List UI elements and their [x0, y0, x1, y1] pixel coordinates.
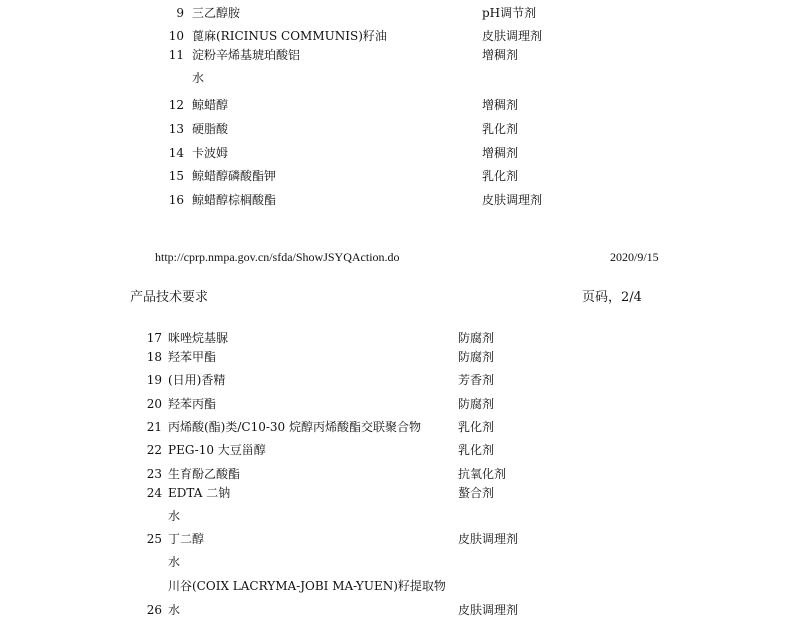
row-number: 11 — [168, 48, 184, 62]
ingredient-name: 咪唑烷基脲 — [168, 331, 229, 345]
row-number: 22 — [146, 443, 162, 457]
row-number: 17 — [146, 331, 162, 345]
row-number: 23 — [146, 467, 162, 481]
ingredient-name: 生育酚乙酸酯 — [168, 467, 241, 481]
page-number: 页码，2/4 — [582, 290, 642, 305]
row-number: 10 — [168, 29, 184, 43]
row-number: 19 — [146, 373, 162, 387]
ingredient-name: 水 — [168, 603, 181, 617]
ingredient-name: 鲸蜡醇 — [192, 98, 229, 112]
ingredient-function: 螯合剂 — [458, 486, 495, 500]
ingredient-name: 蓖麻(RICINUS COMMUNIS)籽油 — [192, 29, 387, 43]
ingredient-name: 水 — [168, 555, 181, 569]
ingredient-function: 皮肤调理剂 — [482, 29, 543, 43]
ingredient-name: 丁二醇 — [168, 532, 205, 546]
ingredient-name: 鲸蜡醇棕榈酸酯 — [192, 193, 277, 207]
ingredient-name: 硬脂酸 — [192, 122, 229, 136]
ingredient-function: 乳化剂 — [482, 169, 519, 183]
ingredient-name: 淀粉辛烯基琥珀酸铝 — [192, 48, 301, 62]
ingredient-name: 羟苯丙酯 — [168, 397, 217, 411]
ingredient-name: PEG-10 大豆甾醇 — [168, 443, 266, 457]
row-number: 25 — [146, 532, 162, 546]
print-date: 2020/9/15 — [610, 250, 659, 264]
ingredient-function: 皮肤调理剂 — [458, 532, 519, 546]
row-number: 21 — [146, 420, 162, 434]
ingredient-function: 增稠剂 — [482, 98, 519, 112]
ingredient-name: 水 — [168, 509, 181, 523]
ingredient-name: 水 — [192, 71, 205, 85]
ingredient-function: 增稠剂 — [482, 146, 519, 160]
row-number: 9 — [176, 6, 184, 20]
ingredient-function: 乳化剂 — [458, 443, 495, 457]
ingredient-name: 卡波姆 — [192, 146, 229, 160]
ingredient-function: 防腐剂 — [458, 331, 495, 345]
ingredient-function: 抗氧化剂 — [458, 467, 507, 481]
row-number: 20 — [146, 397, 162, 411]
ingredient-name: 鲸蜡醇磷酸酯钾 — [192, 169, 277, 183]
ingredient-function: 增稠剂 — [482, 48, 519, 62]
row-number: 13 — [168, 122, 184, 136]
row-number: 26 — [146, 603, 162, 617]
ingredient-name: (日用)香精 — [168, 373, 226, 387]
ingredient-name: 川谷(COIX LACRYMA-JOBI MA-YUEN)籽提取物 — [168, 579, 446, 593]
row-number: 24 — [146, 486, 162, 500]
ingredient-function: pH调节剂 — [482, 6, 537, 20]
row-number: 14 — [168, 146, 184, 160]
ingredient-function: 皮肤调理剂 — [458, 603, 519, 617]
ingredient-function: 皮肤调理剂 — [482, 193, 543, 207]
row-number: 18 — [146, 350, 162, 364]
ingredient-name: 羟苯甲酯 — [168, 350, 217, 364]
row-number: 16 — [168, 193, 184, 207]
ingredient-name: 三乙醇胺 — [192, 6, 241, 20]
ingredient-function: 防腐剂 — [458, 397, 495, 411]
row-number: 15 — [168, 169, 184, 183]
ingredient-name: EDTA 二钠 — [168, 486, 231, 500]
ingredient-function: 乳化剂 — [458, 420, 495, 434]
page-url: http://cprp.nmpa.gov.cn/sfda/ShowJSYQAction.do — [155, 250, 400, 264]
ingredient-function: 芳香剂 — [458, 373, 495, 387]
doc-title: 产品技术要求 — [130, 290, 209, 305]
row-number: 12 — [168, 98, 184, 112]
ingredient-function: 防腐剂 — [458, 350, 495, 364]
ingredient-name: 丙烯酸(酯)类/C10-30 烷醇丙烯酸酯交联聚合物 — [168, 420, 421, 434]
ingredient-function: 乳化剂 — [482, 122, 519, 136]
